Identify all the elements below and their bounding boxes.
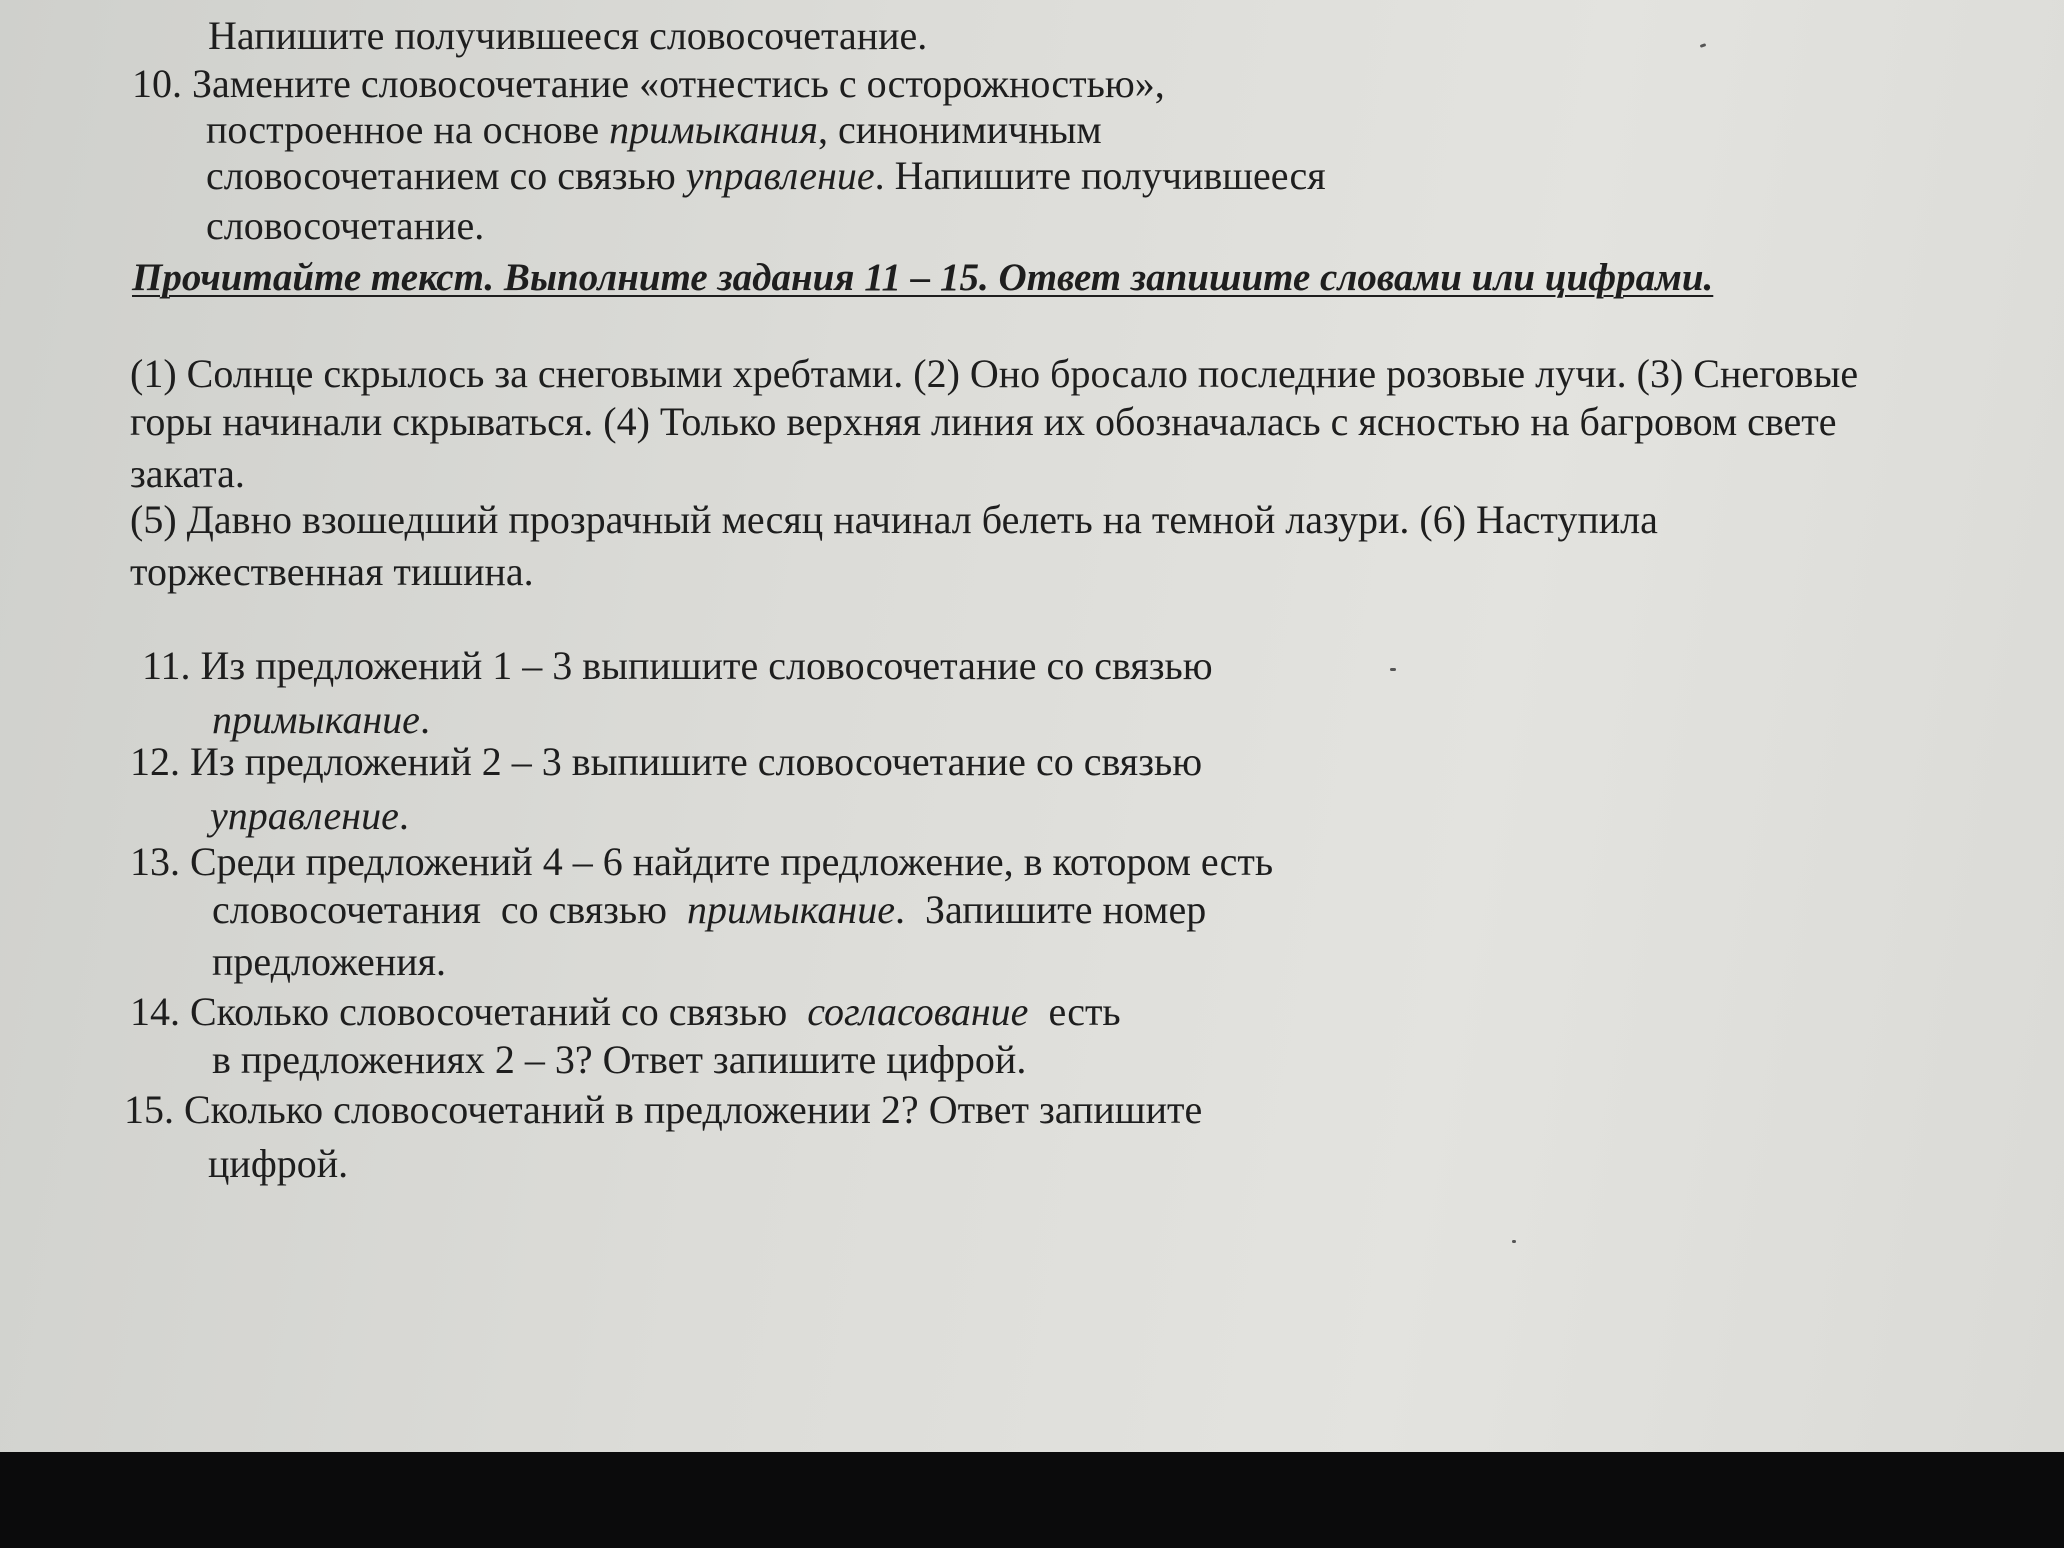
task-14-line-2 xyxy=(212,1037,1027,1082)
dark-background-edge xyxy=(0,1452,2064,1548)
task-10-text-3b: . Напишите получившееся xyxy=(874,153,1326,198)
task-15-line-2 xyxy=(208,1141,349,1186)
passage-line-5 xyxy=(130,549,534,594)
passage-line-4 xyxy=(130,497,1658,542)
task-10-term-primykanie: примыкания xyxy=(609,107,818,152)
paper-speck xyxy=(1700,43,1707,48)
task-11-term: примыкание xyxy=(212,697,420,742)
passage-text-1: (1) Солнце скрылось за снеговыми хребтами. (2) Оно бросало последние розовые лучи. (3) Снеговые xyxy=(130,351,1859,396)
passage-text-4: (5) Давно взошедший прозрачный месяц начинал белеть на темной лазури. (6) Наступила xyxy=(130,497,1658,542)
task-13-text-1: Среди предложений 4 – 6 найдите предложение, в котором есть xyxy=(190,839,1274,884)
task-10-text-3a: словосочетанием со связью xyxy=(206,153,686,198)
task-11-text-1: Из предложений 1 – 3 выпишите словосочетание со связью xyxy=(200,643,1213,688)
task-10-text-2b: , синонимичным xyxy=(817,107,1102,152)
passage-text-2: горы начинали скрываться. (4) Только верхняя линия их обозначалась с ясностью на багровом свете xyxy=(130,399,1837,444)
task-15-text-2: цифрой. xyxy=(208,1141,349,1186)
task-15-line-1 xyxy=(124,1087,1203,1132)
task-12-text-1: Из предложений 2 – 3 выпишите словосочетание со связью xyxy=(190,739,1203,784)
passage-line-2 xyxy=(130,399,1837,444)
passage-text-5: торжественная тишина. xyxy=(130,549,534,594)
paper-speck xyxy=(1390,668,1396,671)
task-12-line-2 xyxy=(210,793,409,838)
paper-speck xyxy=(1512,1240,1516,1243)
task-13-text-2a: словосочетания со связью xyxy=(212,887,688,932)
task-13-text-3: предложения. xyxy=(212,939,447,984)
task-11-number: 11. xyxy=(142,643,191,688)
task-10-number: 10. xyxy=(132,61,182,106)
task-12-number: 12. xyxy=(130,739,180,784)
task-15-text-1: Сколько словосочетаний в предложении 2? Ответ запишите xyxy=(184,1087,1203,1132)
task-11-line-2 xyxy=(212,697,430,742)
task-12-term: управление xyxy=(210,793,399,838)
task-13-line-2 xyxy=(212,887,1207,932)
passage-text-3: заката. xyxy=(130,451,245,496)
top-line xyxy=(208,13,928,58)
task-13-line-1 xyxy=(130,839,1274,884)
task-14-number: 14. xyxy=(130,989,180,1034)
task-10-text-1: Замените словосочетание «отнестись с осторожностью», xyxy=(192,61,1165,106)
task-10-line-1 xyxy=(132,61,1165,106)
task-14-line-1 xyxy=(130,989,1121,1034)
task-10-text-4: словосочетание. xyxy=(206,203,485,248)
section-heading xyxy=(132,258,1713,297)
task-10-term-upravlenie: управление xyxy=(685,153,875,198)
task-13-text-2b: . Запишите номер xyxy=(894,887,1207,932)
section-heading-text: Прочитайте текст. Выполните задания 11 – 15. Ответ запишите словами или цифрами. xyxy=(132,256,1714,299)
task-10-line-4 xyxy=(206,203,485,248)
task-14-text-2: в предложениях 2 – 3? Ответ запишите цифрой. xyxy=(212,1037,1027,1082)
task-10-text-2a: построенное на основе xyxy=(206,107,610,152)
task-14-text-1b: есть xyxy=(1028,989,1121,1034)
task-13-term: примыкание xyxy=(687,887,895,932)
task-12-period: . xyxy=(398,793,409,838)
task-15-number: 15. xyxy=(124,1087,174,1132)
task-14-term: согласование xyxy=(807,989,1029,1034)
top-line-text: Напишите получившееся словосочетание. xyxy=(208,13,928,58)
task-12-line-1 xyxy=(130,739,1203,784)
task-10-line-2 xyxy=(206,107,1102,152)
task-14-text-1a: Сколько словосочетаний со связью xyxy=(190,989,808,1034)
task-10-line-3 xyxy=(206,153,1326,198)
task-11-period: . xyxy=(419,697,430,742)
task-13-line-3 xyxy=(212,939,447,984)
passage-line-1 xyxy=(130,351,1859,396)
task-11-line-1 xyxy=(142,643,1213,688)
task-13-number: 13. xyxy=(130,839,180,884)
passage-line-3 xyxy=(130,451,245,496)
